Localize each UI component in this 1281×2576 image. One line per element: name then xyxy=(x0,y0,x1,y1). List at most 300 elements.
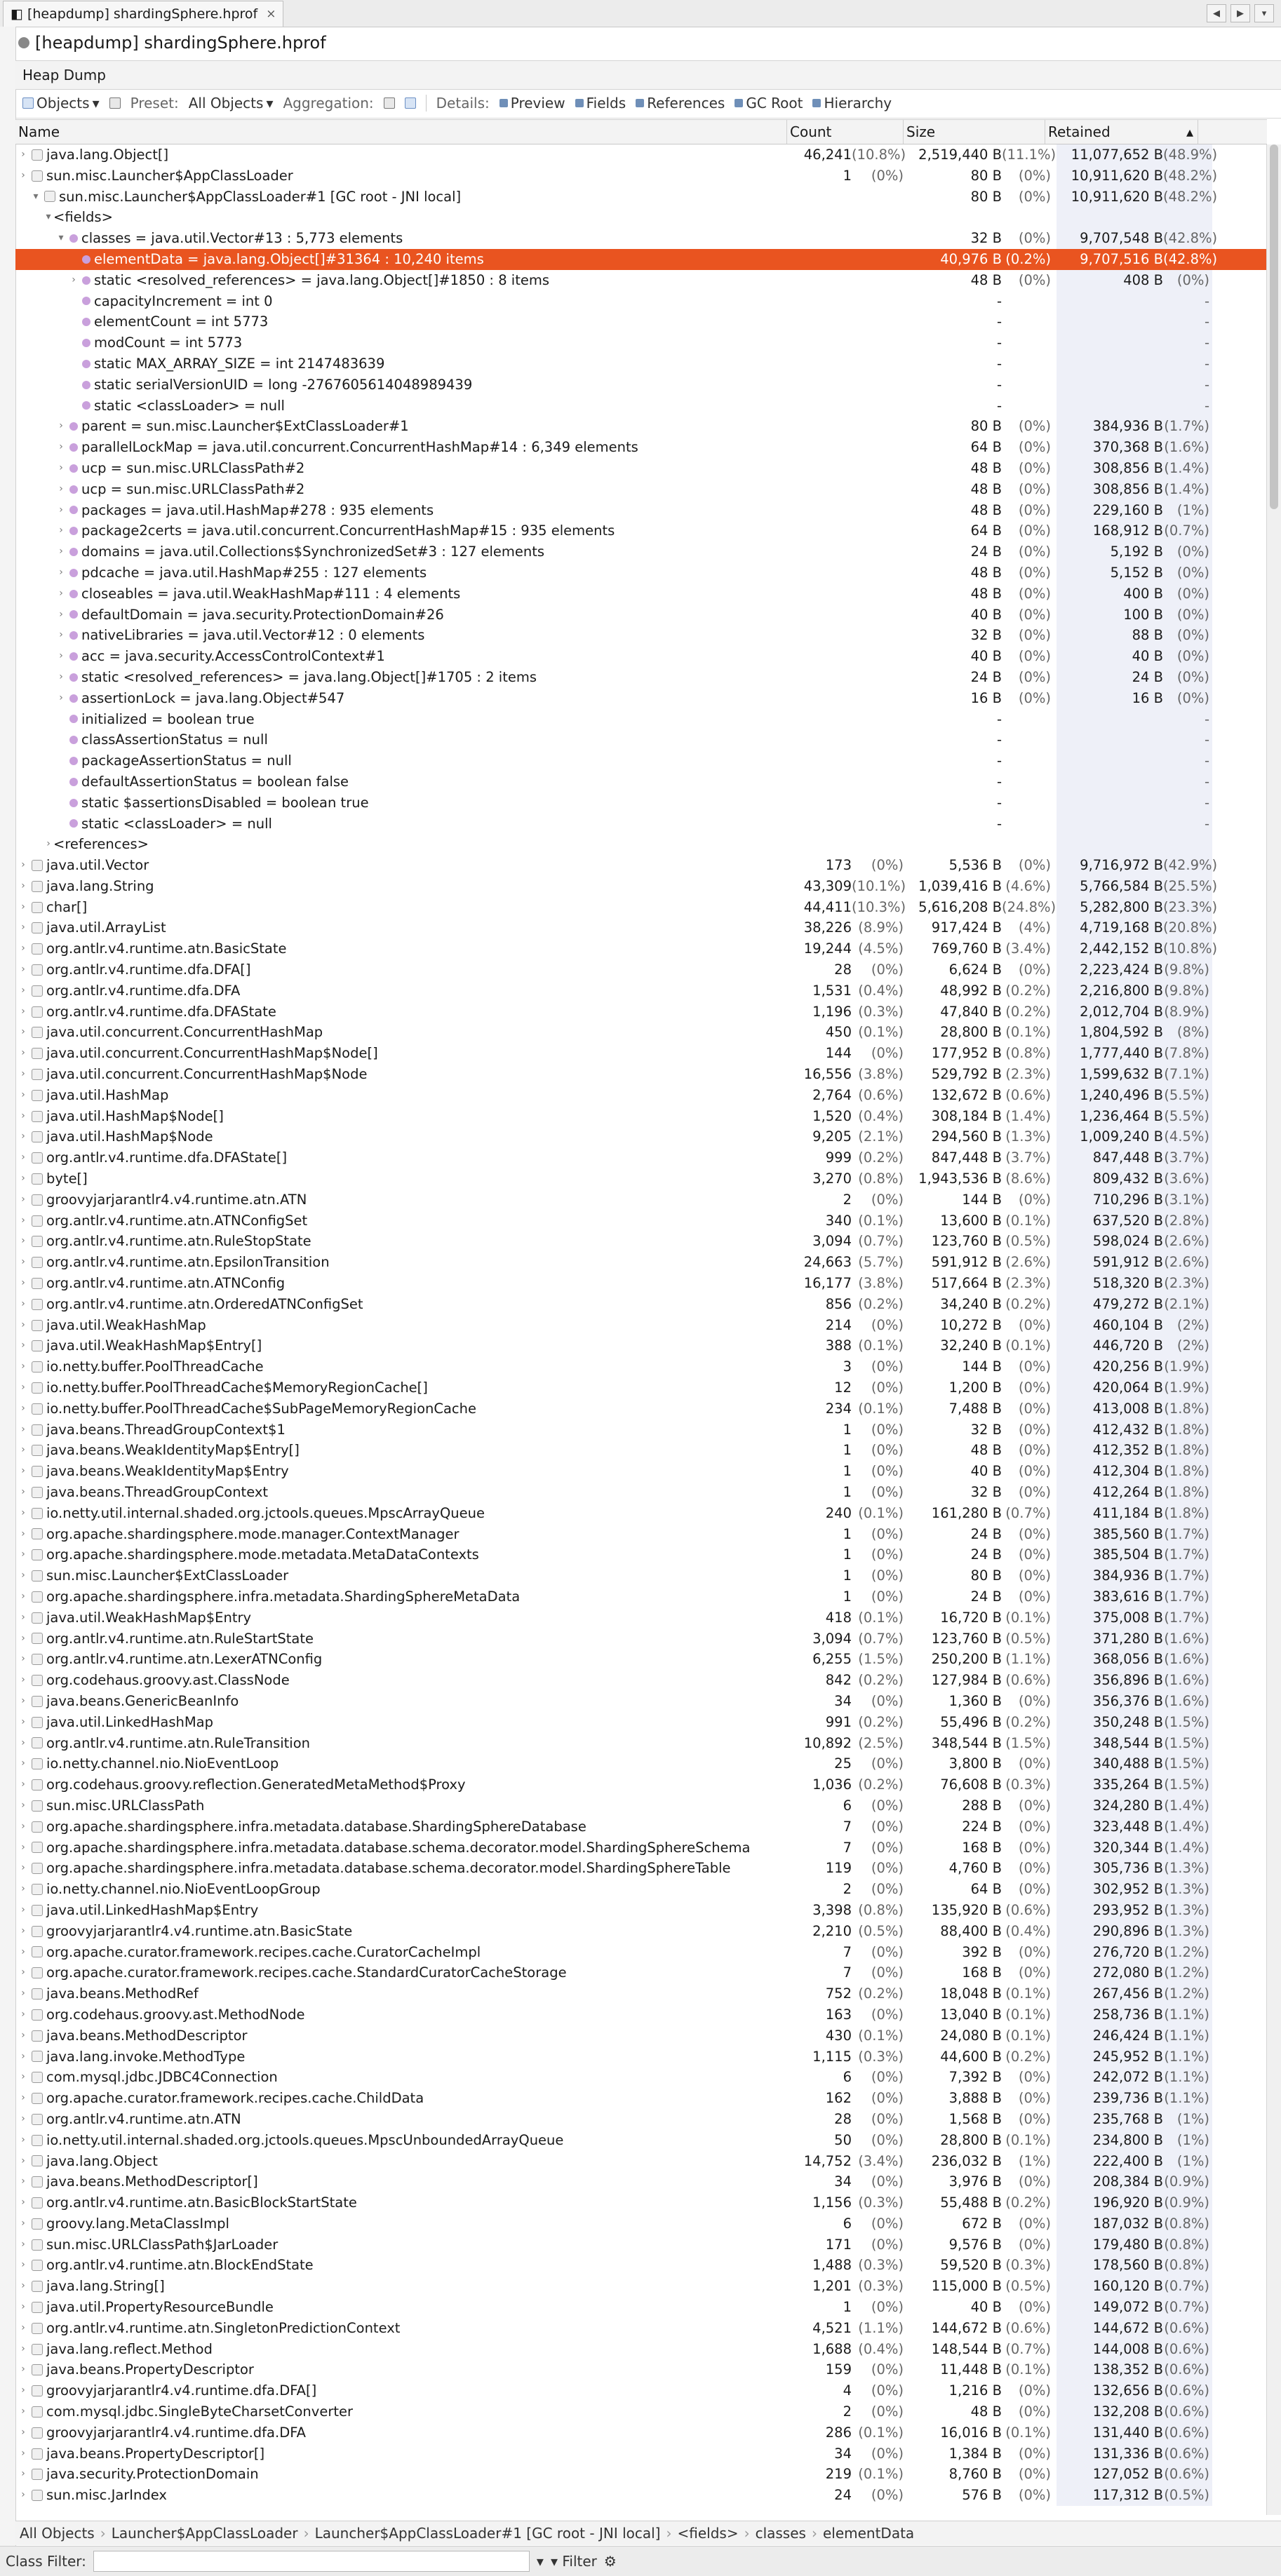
table-row[interactable] xyxy=(15,562,1267,584)
retained-percent: - xyxy=(1163,291,1212,312)
column-header-name[interactable]: Name xyxy=(15,120,787,144)
table-row[interactable] xyxy=(15,1837,1267,1859)
class-icon xyxy=(32,1946,43,1957)
collapsed-chevron-icon[interactable]: › xyxy=(21,1193,25,1205)
table-row[interactable] xyxy=(15,500,1267,521)
table-row[interactable] xyxy=(15,1335,1267,1356)
collapsed-chevron-icon[interactable]: › xyxy=(21,1946,25,1957)
row-label: org.codehaus.groovy.ast.ClassNode xyxy=(46,1672,290,1689)
collapsed-chevron-icon[interactable]: › xyxy=(21,879,25,891)
table-row[interactable] xyxy=(15,416,1267,437)
breadcrumb-item[interactable]: Launcher$AppClassLoader#1 [GC root - JNI local] xyxy=(314,2525,661,2542)
table-row[interactable] xyxy=(15,396,1267,417)
table-row[interactable] xyxy=(15,834,1267,855)
vertical-scrollbar[interactable] xyxy=(1266,144,1281,2515)
collapsed-chevron-icon[interactable]: › xyxy=(21,1235,25,1247)
collapsed-chevron-icon[interactable]: › xyxy=(21,1862,25,1874)
breadcrumb-item[interactable]: All Objects xyxy=(20,2525,95,2542)
count-percent xyxy=(852,541,909,562)
table-row[interactable] xyxy=(15,1733,1267,1754)
table-row[interactable] xyxy=(15,2109,1267,2130)
table-row[interactable] xyxy=(15,1189,1267,1211)
table-row[interactable] xyxy=(15,897,1267,918)
class-filter-input[interactable] xyxy=(93,2551,530,2572)
collapsed-chevron-icon[interactable]: › xyxy=(21,1924,25,1936)
row-label: io.netty.util.internal.shaded.org.jctools.queues.MpscUnboundedArrayQueue xyxy=(46,2131,564,2148)
table-row[interactable] xyxy=(15,1022,1267,1043)
collapsed-chevron-icon[interactable]: › xyxy=(21,2489,25,2501)
filter-settings-icon[interactable]: ⚙ xyxy=(603,2553,617,2570)
collapsed-chevron-icon[interactable]: › xyxy=(21,1883,25,1895)
collapsed-chevron-icon[interactable]: › xyxy=(21,2447,25,2459)
table-row[interactable] xyxy=(15,2359,1267,2380)
collapsed-chevron-icon[interactable]: › xyxy=(21,2154,25,2166)
table-row[interactable] xyxy=(15,2151,1267,2172)
table-row[interactable] xyxy=(15,311,1267,332)
collapsed-chevron-icon[interactable]: › xyxy=(21,1465,25,1477)
table-row[interactable] xyxy=(15,917,1267,938)
collapsed-chevron-icon[interactable]: › xyxy=(59,461,63,473)
collapsed-chevron-icon[interactable]: › xyxy=(21,1799,25,1811)
collapsed-chevron-icon[interactable]: › xyxy=(21,2363,25,2375)
table-row[interactable] xyxy=(15,2401,1267,2422)
collapsed-chevron-icon[interactable]: › xyxy=(59,504,63,515)
collapsed-chevron-icon[interactable]: › xyxy=(21,2112,25,2124)
table-row[interactable] xyxy=(15,1461,1267,1482)
row-name-cell xyxy=(15,2276,787,2297)
table-row[interactable] xyxy=(15,1565,1267,1586)
collapsed-chevron-icon[interactable]: › xyxy=(21,2029,25,2041)
collapsed-chevron-icon[interactable]: › xyxy=(59,608,63,620)
collapsed-chevron-icon[interactable]: › xyxy=(21,2197,25,2209)
table-row[interactable] xyxy=(15,1983,1267,2004)
table-row[interactable] xyxy=(15,1816,1267,1837)
collapsed-chevron-icon[interactable]: › xyxy=(21,1214,25,1226)
collapsed-chevron-icon[interactable]: › xyxy=(21,859,25,871)
collapsed-chevron-icon[interactable]: › xyxy=(21,1026,25,1038)
collapsed-chevron-icon[interactable]: › xyxy=(59,525,63,537)
table-row[interactable] xyxy=(15,750,1267,771)
table-row[interactable] xyxy=(15,1544,1267,1565)
count-value: 2,210 xyxy=(812,1922,852,1939)
table-row[interactable] xyxy=(15,1440,1267,1461)
collapsed-chevron-icon[interactable]: › xyxy=(21,2468,25,2480)
collapsed-chevron-icon[interactable]: › xyxy=(21,2385,25,2396)
collapsed-chevron-icon[interactable]: › xyxy=(21,1841,25,1853)
table-row[interactable] xyxy=(15,1774,1267,1795)
size-value: 24 B xyxy=(970,1546,1002,1563)
breadcrumb-item[interactable]: elementData xyxy=(822,2525,915,2542)
size-percent: (0%) xyxy=(1018,1881,1051,1898)
table-row[interactable] xyxy=(15,520,1267,541)
collapsed-chevron-icon[interactable]: › xyxy=(59,566,63,578)
toolbar-divider xyxy=(426,95,427,112)
class-icon xyxy=(32,2218,43,2230)
table-row[interactable] xyxy=(15,646,1267,667)
table-row[interactable] xyxy=(15,667,1267,688)
table-row[interactable] xyxy=(15,2255,1267,2276)
table-row[interactable] xyxy=(15,1503,1267,1524)
row-name-cell xyxy=(15,1294,787,1315)
heapdump-file-icon: ◧ xyxy=(11,6,23,22)
table-row[interactable] xyxy=(15,1649,1267,1670)
table-row[interactable] xyxy=(15,688,1267,709)
collapsed-chevron-icon[interactable]: › xyxy=(59,483,63,494)
table-row[interactable] xyxy=(15,1795,1267,1816)
expanded-chevron-icon[interactable]: ▾ xyxy=(33,190,39,202)
collapsed-chevron-icon[interactable]: › xyxy=(21,1632,25,1644)
breadcrumb-separator-icon: › xyxy=(744,2525,750,2542)
table-row[interactable] xyxy=(15,2380,1267,2401)
table-row[interactable] xyxy=(15,1420,1267,1441)
row-name-cell xyxy=(15,876,787,897)
count-value: 1 xyxy=(843,1463,852,1480)
table-row[interactable] xyxy=(15,1691,1267,1712)
table-row[interactable] xyxy=(15,437,1267,458)
collapsed-chevron-icon[interactable]: › xyxy=(21,1444,25,1456)
collapsed-chevron-icon[interactable]: › xyxy=(21,1903,25,1915)
collapsed-chevron-icon[interactable]: › xyxy=(46,838,51,850)
column-header-retained[interactable] xyxy=(1045,120,1198,144)
collapsed-chevron-icon[interactable]: › xyxy=(21,2280,25,2292)
table-row[interactable] xyxy=(15,2485,1267,2506)
size-value: 48,992 B xyxy=(940,982,1002,999)
collapsed-chevron-icon[interactable]: › xyxy=(59,546,63,558)
table-row[interactable] xyxy=(15,1315,1267,1336)
references-button[interactable] xyxy=(636,95,725,112)
table-row[interactable] xyxy=(15,1126,1267,1147)
class-icon xyxy=(32,1173,43,1185)
row-name-cell xyxy=(15,1921,787,1942)
collapsed-chevron-icon[interactable]: › xyxy=(21,1088,25,1100)
size-value: - xyxy=(996,815,1002,832)
collapsed-chevron-icon[interactable]: › xyxy=(21,1528,25,1539)
table-row[interactable] xyxy=(15,1942,1267,1963)
preview-button[interactable] xyxy=(499,95,565,112)
table-row[interactable] xyxy=(15,187,1267,208)
retained-percent: (48.2%) xyxy=(1163,166,1212,187)
collapsed-chevron-icon[interactable]: › xyxy=(21,1340,25,1351)
collapsed-chevron-icon[interactable]: › xyxy=(21,2008,25,2020)
collapsed-chevron-icon[interactable]: › xyxy=(21,1506,25,1518)
row-label: io.netty.buffer.PoolThreadCache xyxy=(46,1358,264,1375)
collapsed-chevron-icon[interactable]: › xyxy=(21,2092,25,2104)
table-row[interactable] xyxy=(15,2276,1267,2297)
collapsed-chevron-icon[interactable]: › xyxy=(21,1173,25,1185)
size-value: 288 B xyxy=(962,1797,1002,1814)
table-row[interactable] xyxy=(15,876,1267,897)
size-value: 224 B xyxy=(962,1818,1002,1835)
collapsed-chevron-icon[interactable]: › xyxy=(21,901,25,912)
row-name-cell xyxy=(15,1774,787,1795)
collapsed-chevron-icon[interactable]: › xyxy=(21,1319,25,1330)
tab-list-icon[interactable]: ▾ xyxy=(1254,4,1274,22)
collapsed-chevron-icon[interactable]: › xyxy=(21,169,25,181)
collapsed-chevron-icon[interactable]: › xyxy=(21,2050,25,2062)
filter-options-icon[interactable]: ▾ xyxy=(536,2553,544,2570)
editor-tab[interactable] xyxy=(3,1,283,27)
collapsed-chevron-icon[interactable]: › xyxy=(21,1820,25,1832)
table-row[interactable] xyxy=(15,1002,1267,1023)
collapsed-chevron-icon[interactable]: › xyxy=(21,922,25,933)
table-row[interactable] xyxy=(15,855,1267,876)
size-value: 9,576 B xyxy=(948,2236,1002,2253)
table-row[interactable] xyxy=(15,1356,1267,1377)
collapsed-chevron-icon[interactable]: › xyxy=(21,2259,25,2271)
expanded-chevron-icon[interactable]: ▾ xyxy=(58,232,64,244)
gc-root-icon xyxy=(735,99,743,107)
table-row[interactable] xyxy=(15,1879,1267,1900)
tab-heap-dump[interactable] xyxy=(15,60,1281,90)
table-row[interactable] xyxy=(15,458,1267,479)
next-tab-icon[interactable]: ▶ xyxy=(1230,4,1250,22)
table-row[interactable] xyxy=(15,2464,1267,2485)
collapsed-chevron-icon[interactable]: › xyxy=(21,1674,25,1686)
table-row[interactable] xyxy=(15,1858,1267,1879)
chevron-down-icon: ▾ xyxy=(266,95,274,112)
collapsed-chevron-icon[interactable]: › xyxy=(21,1779,25,1791)
collapsed-chevron-icon[interactable]: › xyxy=(21,1110,25,1121)
table-row[interactable] xyxy=(15,228,1267,249)
table-row[interactable] xyxy=(15,1252,1267,1273)
table-row[interactable] xyxy=(15,2067,1267,2088)
table-row[interactable] xyxy=(15,270,1267,291)
table-row[interactable] xyxy=(15,1900,1267,1921)
table-row[interactable] xyxy=(15,353,1267,375)
collapsed-chevron-icon[interactable]: › xyxy=(59,441,63,453)
table-row[interactable] xyxy=(15,1043,1267,1064)
count-percent xyxy=(852,353,909,375)
size-value: 144 B xyxy=(962,1358,1002,1375)
count-value: 46,241 xyxy=(803,147,852,163)
collapsed-chevron-icon[interactable]: › xyxy=(21,1131,25,1142)
collapsed-chevron-icon[interactable]: › xyxy=(21,2321,25,2333)
row-label: byte[] xyxy=(46,1171,88,1187)
collapsed-chevron-icon[interactable]: › xyxy=(21,1361,25,1373)
collapsed-chevron-icon[interactable]: › xyxy=(21,1967,25,1978)
collapsed-chevron-icon[interactable]: › xyxy=(21,1297,25,1309)
collapsed-chevron-icon[interactable]: › xyxy=(21,2176,25,2187)
close-icon[interactable]: × xyxy=(266,6,276,21)
table-row[interactable] xyxy=(15,1147,1267,1168)
table-row[interactable] xyxy=(15,207,1267,228)
count-value: 163 xyxy=(825,2006,852,2023)
collapsed-chevron-icon[interactable]: › xyxy=(21,964,25,976)
table-row[interactable] xyxy=(15,332,1267,353)
size-percent: (0%) xyxy=(1018,648,1051,665)
export-icon[interactable] xyxy=(109,97,121,109)
collapsed-chevron-icon[interactable]: › xyxy=(21,2238,25,2250)
table-row[interactable] xyxy=(15,2046,1267,2068)
table-row[interactable] xyxy=(15,1273,1267,1294)
table-row[interactable] xyxy=(15,166,1267,187)
table-row[interactable] xyxy=(15,1628,1267,1650)
collapsed-chevron-icon[interactable]: › xyxy=(21,943,25,955)
collapsed-chevron-icon[interactable]: › xyxy=(21,1382,25,1394)
table-row[interactable] xyxy=(15,709,1267,730)
size-value: 88,400 B xyxy=(940,1922,1002,1939)
collapsed-chevron-icon[interactable]: › xyxy=(59,420,63,432)
table-row[interactable] xyxy=(15,1670,1267,1691)
table-row[interactable] xyxy=(15,625,1267,646)
table-row[interactable] xyxy=(15,814,1267,835)
collapsed-chevron-icon[interactable]: › xyxy=(21,2426,25,2438)
table-row[interactable] xyxy=(15,1211,1267,1232)
size-percent: (0.6%) xyxy=(1005,1901,1051,1918)
collapsed-chevron-icon[interactable]: › xyxy=(21,2301,25,2313)
table-row[interactable] xyxy=(15,1231,1267,1252)
retained-percent: (1.5%) xyxy=(1163,1733,1212,1754)
table-row[interactable] xyxy=(15,2443,1267,2464)
collapsed-chevron-icon[interactable]: › xyxy=(21,1047,25,1059)
class-icon xyxy=(32,1884,43,1895)
breadcrumb-item[interactable]: classes xyxy=(755,2525,806,2542)
scrollbar-thumb[interactable] xyxy=(1270,144,1278,509)
table-row[interactable] xyxy=(15,2130,1267,2151)
fields-button[interactable] xyxy=(575,95,626,112)
table-row[interactable] xyxy=(15,375,1267,396)
retained-percent: (8%) xyxy=(1163,1022,1212,1043)
collapsed-chevron-icon[interactable]: › xyxy=(21,1486,25,1497)
collapsed-chevron-icon[interactable]: › xyxy=(21,1988,25,2000)
table-row[interactable] xyxy=(15,2171,1267,2192)
count-value xyxy=(787,416,852,437)
collapsed-chevron-icon[interactable]: › xyxy=(21,1715,25,1727)
breadcrumb-item[interactable]: <fields> xyxy=(677,2525,739,2542)
class-icon xyxy=(32,1048,43,1059)
table-row[interactable] xyxy=(15,2213,1267,2234)
size-percent: (0.2%) xyxy=(1005,982,1051,999)
table-row[interactable] xyxy=(15,2318,1267,2339)
collapsed-chevron-icon[interactable]: › xyxy=(21,2342,25,2354)
filter-button[interactable]: ▾ Filter xyxy=(550,2553,597,2570)
collapsed-chevron-icon[interactable]: › xyxy=(21,1005,25,1017)
collapsed-chevron-icon[interactable]: › xyxy=(21,1068,25,1080)
collapsed-chevron-icon[interactable]: › xyxy=(21,149,25,160)
size-value: 16,016 B xyxy=(940,2424,1002,2441)
hierarchy-button[interactable] xyxy=(812,95,892,112)
preset-dropdown[interactable] xyxy=(189,95,274,112)
aggregation-package-icon[interactable] xyxy=(384,97,395,109)
table-row[interactable] xyxy=(15,1377,1267,1398)
table-row[interactable] xyxy=(15,2339,1267,2360)
count-percent: (0.5%) xyxy=(858,1922,904,1939)
objects-dropdown[interactable] xyxy=(22,95,100,112)
table-row[interactable] xyxy=(15,1398,1267,1420)
table-row[interactable] xyxy=(15,291,1267,312)
table-row[interactable] xyxy=(15,729,1267,750)
breadcrumb-item[interactable]: Launcher$AppClassLoader xyxy=(111,2525,298,2542)
retained-value: 809,432 B xyxy=(1057,1168,1163,1189)
column-header-size[interactable]: Size xyxy=(904,120,1045,144)
table-row[interactable] xyxy=(15,584,1267,605)
table-row[interactable] xyxy=(15,2422,1267,2443)
collapsed-chevron-icon[interactable]: › xyxy=(59,692,63,703)
collapsed-chevron-icon[interactable]: › xyxy=(21,1549,25,1560)
table-row[interactable] xyxy=(15,2088,1267,2109)
table-row[interactable] xyxy=(15,2297,1267,2318)
table-row[interactable] xyxy=(15,1106,1267,1127)
retained-value: 16 B xyxy=(1057,688,1163,709)
collapsed-chevron-icon[interactable]: › xyxy=(59,670,63,682)
collapsed-chevron-icon[interactable]: › xyxy=(21,1758,25,1769)
collapsed-chevron-icon[interactable]: › xyxy=(21,1570,25,1582)
table-row[interactable] xyxy=(15,144,1267,166)
table-row[interactable] xyxy=(15,541,1267,562)
collapsed-chevron-icon[interactable]: › xyxy=(21,2133,25,2145)
collapsed-chevron-icon[interactable]: › xyxy=(21,2217,25,2229)
collapsed-chevron-icon[interactable]: › xyxy=(59,650,63,662)
table-row[interactable] xyxy=(15,1294,1267,1315)
table-row[interactable] xyxy=(15,938,1267,959)
collapsed-chevron-icon[interactable]: › xyxy=(21,1653,25,1665)
table-row[interactable] xyxy=(15,1168,1267,1189)
table-row[interactable] xyxy=(15,2192,1267,2213)
gc-root-button[interactable] xyxy=(735,95,803,112)
aggregation-class-icon[interactable] xyxy=(405,97,416,109)
table-row[interactable] xyxy=(15,1712,1267,1733)
collapsed-chevron-icon[interactable]: › xyxy=(21,2071,25,2083)
count-value: 3,398 xyxy=(812,1901,852,1918)
table-row[interactable] xyxy=(15,1085,1267,1106)
table-row[interactable] xyxy=(15,980,1267,1002)
count-percent: (8.9%) xyxy=(858,919,904,936)
collapsed-chevron-icon[interactable]: › xyxy=(59,587,63,599)
table-row[interactable] xyxy=(15,605,1267,626)
count-value xyxy=(787,207,852,228)
collapsed-chevron-icon[interactable]: › xyxy=(21,1590,25,1602)
count-value: 842 xyxy=(825,1672,852,1689)
table-row[interactable] xyxy=(15,2234,1267,2255)
table-row[interactable] xyxy=(15,1607,1267,1628)
row-name-cell xyxy=(15,2046,787,2068)
collapsed-chevron-icon[interactable]: › xyxy=(59,629,63,641)
table-row[interactable] xyxy=(15,1064,1267,1085)
table-row[interactable] xyxy=(15,2004,1267,2025)
collapsed-chevron-icon[interactable]: › xyxy=(21,2406,25,2417)
table-row[interactable] xyxy=(15,479,1267,500)
size-value: 16,720 B xyxy=(940,1609,1002,1626)
table-row[interactable] xyxy=(15,2025,1267,2046)
previous-tab-icon[interactable]: ◀ xyxy=(1207,4,1226,22)
table-row[interactable] xyxy=(15,959,1267,980)
table-row[interactable] xyxy=(15,1753,1267,1774)
count-percent: (0%) xyxy=(871,962,904,978)
collapsed-chevron-icon[interactable]: › xyxy=(21,1277,25,1289)
table-row[interactable] xyxy=(15,1921,1267,1942)
table-row[interactable] xyxy=(15,771,1267,793)
column-header-count[interactable]: Count xyxy=(787,120,904,144)
collapsed-chevron-icon[interactable]: › xyxy=(21,1611,25,1623)
table-row[interactable] xyxy=(15,1586,1267,1607)
collapsed-chevron-icon[interactable]: › xyxy=(21,1152,25,1164)
table-row[interactable] xyxy=(15,793,1267,814)
collapsed-chevron-icon[interactable]: › xyxy=(72,274,76,285)
collapsed-chevron-icon[interactable]: › xyxy=(21,1423,25,1435)
expanded-chevron-icon[interactable]: ▾ xyxy=(46,211,51,223)
collapsed-chevron-icon[interactable]: › xyxy=(21,1256,25,1268)
table-row[interactable] xyxy=(15,1962,1267,1983)
collapsed-chevron-icon[interactable]: › xyxy=(21,1694,25,1706)
count-value: 286 xyxy=(825,2424,852,2441)
table-row[interactable] xyxy=(15,1482,1267,1503)
collapsed-chevron-icon[interactable]: › xyxy=(21,984,25,996)
collapsed-chevron-icon[interactable]: › xyxy=(21,1402,25,1414)
table-row[interactable] xyxy=(15,249,1267,270)
collapsed-chevron-icon[interactable]: › xyxy=(21,1737,25,1748)
table-row[interactable] xyxy=(15,1524,1267,1545)
count-value xyxy=(787,562,852,584)
